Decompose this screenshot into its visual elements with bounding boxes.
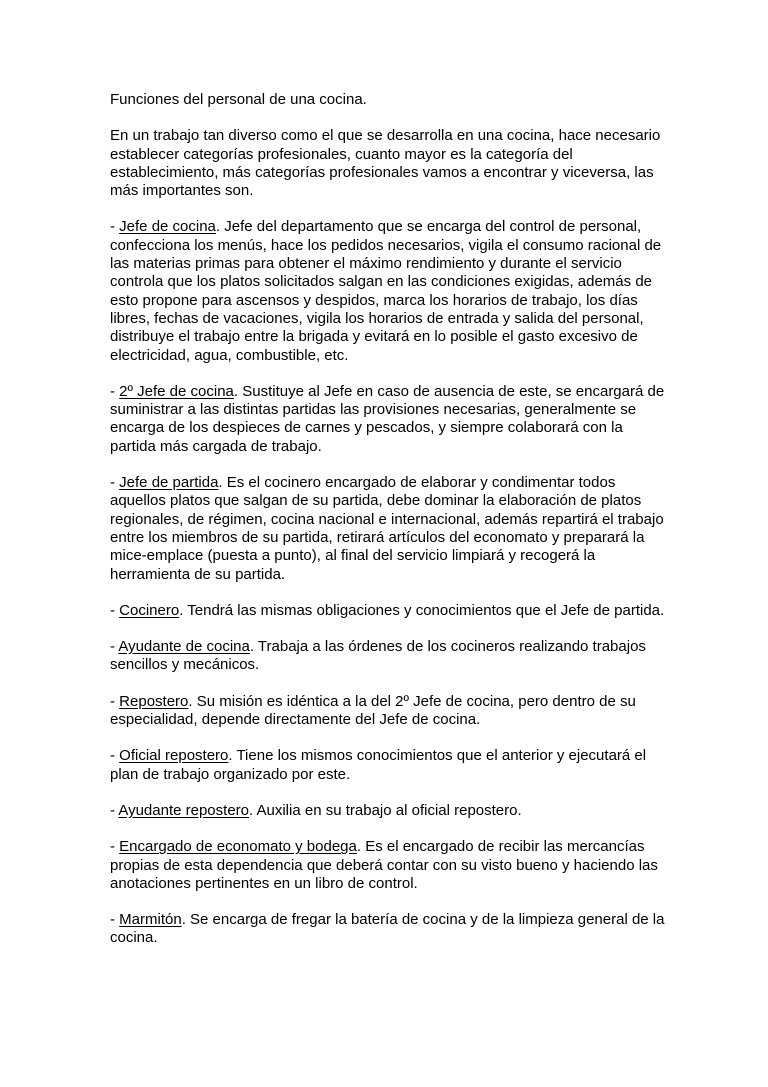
role-description: . Jefe del departamento que se encarga del control de personal, confecciona los menús, hace los pedidos necesarios, vigila el consumo racional de las materias primas para obtener el máximo rendimiento y durante el servicio controla que los platos solicitados salgan en las condiciones exigidas, además de esto propone para ascensos y despidos, marca los horarios de trabajo, los días libres, fechas de vacaciones, vigila los horarios de entrada y salida del personal, distribuye el trabajo entre la brigada y evitará en lo posible el gasto excesivo de electricidad, agua, combustible, etc. <box>110 218 662 364</box>
role-jefe-de-partida <box>110 474 670 584</box>
role-oficial-repostero <box>110 747 670 784</box>
role-prefix: - <box>110 801 119 819</box>
role-description: . Auxilia en su trabajo al oficial repostero. <box>249 801 522 819</box>
role-term: Oficial repostero <box>119 747 229 765</box>
role-description: . Su misión es idéntica a la del 2º Jefe de cocina, pero dentro de su especialidad, depende directamente del Jefe de cocina. <box>110 692 636 729</box>
role-encargado-economato <box>110 838 670 893</box>
role-prefix: - <box>110 601 120 619</box>
role-description: . Se encarga de fregar la batería de cocina y de la limpieza general de la cocina. <box>110 911 665 947</box>
role-prefix: - <box>110 911 120 929</box>
role-segundo-jefe-de-cocina <box>110 383 670 456</box>
intro-paragraph: En un trabajo tan diverso como el que se desarrolla en una cocina, hace necesario establecer categorías profesionales, cuanto mayor es la categoría del establecimiento, más categorías profesionales vamos a encontrar y viceversa, las más importantes son. <box>110 127 661 200</box>
role-prefix: - <box>110 474 120 492</box>
role-description: . Tiene los mismos conocimientos que el anterior y ejecutará el plan de trabajo organizado por este. <box>110 747 647 783</box>
role-term: 2º Jefe de cocina <box>119 382 234 400</box>
role-description: . Sustituye al Jefe en caso de ausencia de este, se encargará de suministrar a las distintas partidas las provisiones necesarias, generalmente se encarga de los despieces de carnes y pescados, y siempre colaborará con la partida más cargada de trabajo. <box>110 382 665 455</box>
role-marmiton <box>110 911 670 948</box>
role-term: Ayudante repostero <box>118 801 249 819</box>
role-description: . Tendrá las mismas obligaciones y conocimientos que el Jefe de partida. <box>179 601 665 619</box>
role-prefix: - <box>110 382 120 400</box>
role-prefix: - <box>110 218 120 236</box>
role-ayudante-de-cocina <box>110 638 670 675</box>
role-prefix: - <box>110 747 120 765</box>
role-prefix: - <box>110 692 120 710</box>
role-term: Cocinero <box>119 601 180 619</box>
role-ayudante-repostero <box>110 802 670 820</box>
role-jefe-de-cocina <box>110 218 670 364</box>
role-term: Encargado de economato y bodega <box>119 838 357 856</box>
role-prefix: - <box>110 638 119 656</box>
role-cocinero <box>110 602 670 620</box>
role-term: Repostero <box>119 692 189 710</box>
role-repostero <box>110 693 670 730</box>
role-description: . Es el encargado de recibir las mercancías propias de esta dependencia que deberá contar con su visto bueno y haciendo las anotaciones pertinentes en un libro de control. <box>110 838 658 892</box>
role-term: Marmitón <box>119 911 182 929</box>
role-description: . Es el cocinero encargado de elaborar y condimentar todos aquellos platos que salgan de su partida, debe dominar la elaboración de platos regionales, de régimen, cocina nacional e internacional, además repartirá el trabajo entre los miembros de su partida, retirará artículos del economato y preparará la mice-emplace (puesta a punto), al final del servicio limpiará y recogerá la herramienta de su partida. <box>110 474 664 583</box>
role-prefix: - <box>110 838 120 856</box>
role-description: . Trabaja a las órdenes de los cocineros realizando trabajos sencillos y mecánicos. <box>110 638 646 674</box>
document-page <box>110 91 670 966</box>
role-term: Jefe de cocina <box>119 218 216 236</box>
role-term: Jefe de partida <box>119 474 219 492</box>
document-title: Funciones del personal de una cocina. <box>110 91 367 108</box>
role-term: Ayudante de cocina <box>118 638 250 656</box>
